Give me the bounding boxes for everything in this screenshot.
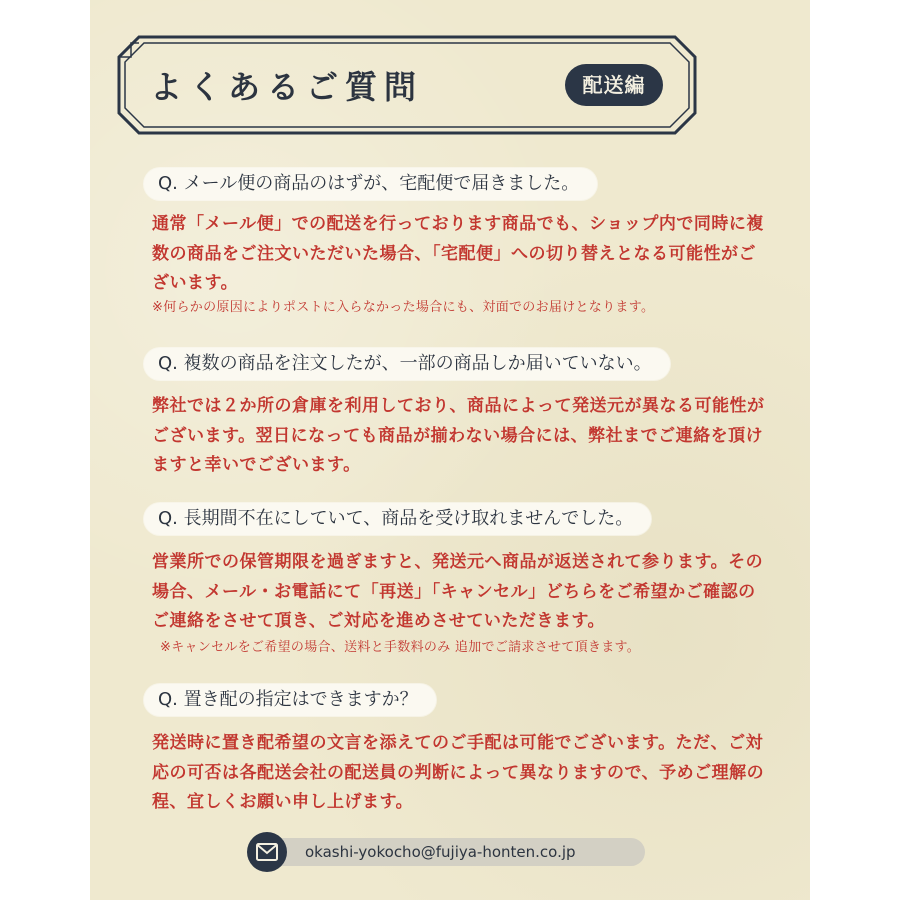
faq-answer-3: 営業所での保管期限を過ぎますと、発送元へ商品が返送されて参ります。その場合、メール・お電話にて「再送」「キャンセル」どちらをご希望かご確認のご連絡をさせて頂き、ご対応を進めさせていただきます。 bbox=[152, 552, 764, 631]
category-badge: 配送編 bbox=[565, 64, 663, 106]
faq-note-1: ※何らかの原因によりポストに入らなかった場合にも、対面でのお届けとなります。 bbox=[152, 300, 655, 315]
email-address[interactable]: okashi-yokocho@fujiya-honten.co.jp bbox=[305, 843, 576, 861]
envelope-icon bbox=[247, 832, 287, 872]
faq-question-3: Q. 長期間不在にしていて、商品を受け取れませんでした。 bbox=[144, 503, 651, 535]
contact-email[interactable] bbox=[247, 832, 645, 872]
faq-answer-2: 弊社では２か所の倉庫を利用しており、商品によって発送元が異なる可能性がございます。翌日になっても商品が揃わない場合には、弊社までご連絡を頂けますと幸いでございます。 bbox=[152, 396, 765, 475]
faq-answer-4: 発送時に置き配希望の文言を添えてのご手配は可能でございます。ただ、ご対応の可否は各配送会社の配送員の判断によって異なりますので、予めご理解の程、宜しくお願い申し上げます。 bbox=[152, 733, 765, 812]
faq-answer-1: 通常「メール便」での配送を行っております商品でも、ショップ内で同時に複数の商品をご注文いただいた場合、「宅配便」への切り替えとなる可能性がございます。 bbox=[152, 214, 764, 293]
faq-question-2: Q. 複数の商品を注文したが、一部の商品しか届いていない。 bbox=[144, 348, 670, 380]
page-title: よくあるご質問 bbox=[150, 68, 424, 106]
faq-question-1: Q. メール便の商品のはずが、宅配便で届きました。 bbox=[144, 168, 597, 200]
faq-note-3: ※キャンセルをご希望の場合、送料と手数料のみ 追加でご請求させて頂きます。 bbox=[160, 640, 641, 655]
faq-question-4: Q. 置き配の指定はできますか？ bbox=[144, 684, 436, 716]
